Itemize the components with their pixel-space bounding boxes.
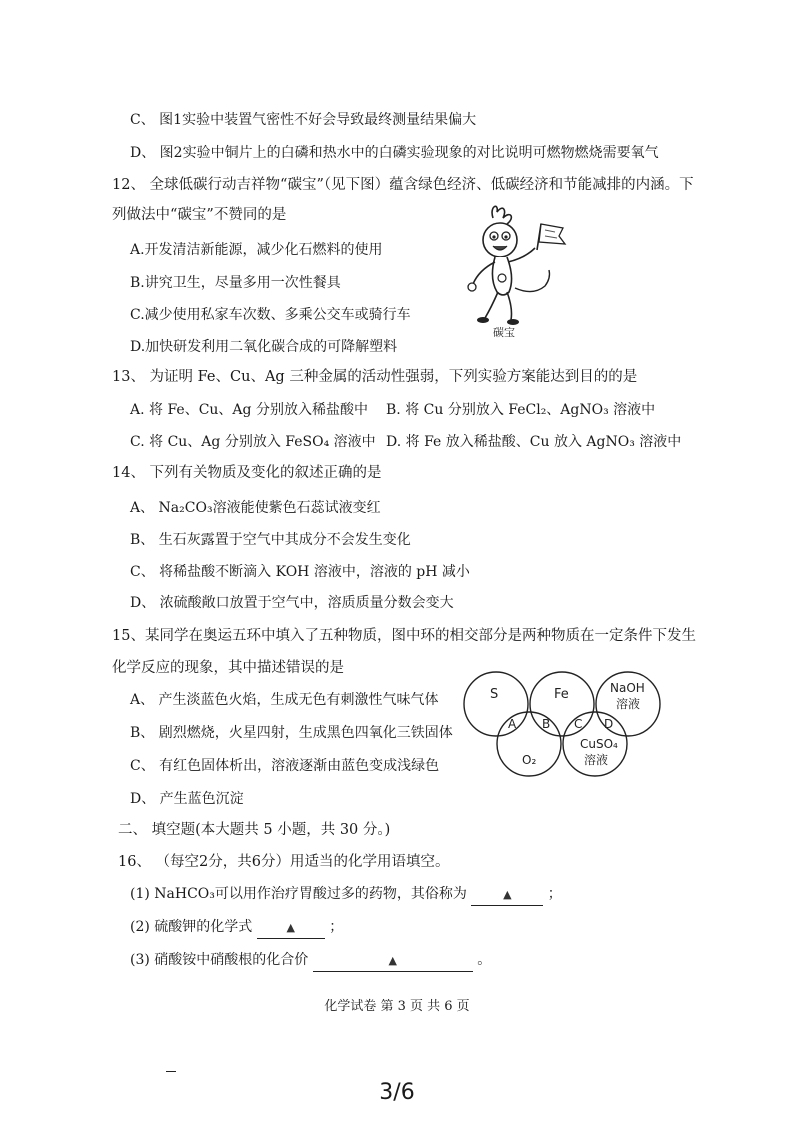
ring-label-naoh: NaOH xyxy=(610,681,645,695)
option-d-prev: D、 图2实验中铜片上的白磷和热水中的白磷实验现象的对比说明可燃物燃烧需要氧气 xyxy=(130,145,659,161)
q13-option-d: D. 将 Fe 放入稀盐酸、Cu 放入 AgNO₃ 溶液中 xyxy=(386,434,682,450)
q16-part-2-text: (2) 硫酸钾的化学式 xyxy=(130,919,253,935)
q16-part-3 xyxy=(130,950,491,972)
q12-option-d: D.加快研发利用二氧化碳合成的可降解塑料 xyxy=(130,339,398,355)
q14-option-d: D、 浓硫酸敞口放置于空气中，溶质质量分数会变大 xyxy=(130,595,454,611)
q15-option-d: D、 产生蓝色沉淀 xyxy=(130,791,244,807)
q15-option-a: A、 产生淡蓝色火焰，生成无色有刺激性气味气体 xyxy=(130,692,439,708)
ring-label-o2: O₂ xyxy=(522,753,537,767)
q16-stem: 16、 （每空2分，共6分）用适当的化学用语填空。 xyxy=(118,854,450,870)
section-2-title: 二、 填空题(本大题共 5 小题，共 30 分。) xyxy=(118,822,391,838)
q12-option-c: C.减少使用私家车次数、多乘公交车或骑行车 xyxy=(130,307,411,323)
q15-option-c: C、 有红色固体析出，溶液逐渐由蓝色变成浅绿色 xyxy=(130,758,440,774)
option-c-prev: C、 图1实验中装置气密性不好会导致最终测量结果偏大 xyxy=(130,112,477,128)
olympic-rings-diagram xyxy=(462,668,667,780)
q12-option-a: A.开发清洁新能源，减少化石燃料的使用 xyxy=(130,242,383,258)
ring-s xyxy=(464,672,528,736)
q13-option-a: A. 将 Fe、Cu、Ag 分别放入稀盐酸中 xyxy=(130,402,368,418)
q16-part-1 xyxy=(130,884,562,906)
blank-marker-icon: ▲ xyxy=(286,921,295,934)
ring-label-s: S xyxy=(490,687,499,702)
q16-part-1-end: ； xyxy=(547,886,562,902)
q14-option-a: A、 Na₂CO₃溶液能使紫色石蕊试液变红 xyxy=(130,500,381,516)
answer-blank-1[interactable] xyxy=(471,884,543,906)
q13-option-c: C. 将 Cu、Ag 分别放入 FeSO₄ 溶液中 xyxy=(130,434,376,450)
page-footer: 化学试卷 第 3 页 共 6 页 xyxy=(324,999,470,1014)
q16-part-2 xyxy=(130,917,343,939)
ring-label-naoh-solution: 溶液 xyxy=(616,697,641,711)
q16-part-1-text: (1) NaHCO₃可以用作治疗胃酸过多的药物，其俗称为 xyxy=(130,886,467,902)
q12-option-b: B.讲究卫生，尽量多用一次性餐具 xyxy=(130,275,341,291)
scan-mark xyxy=(166,1071,176,1072)
q16-part-3-text: (3) 硝酸铵中硝酸根的化合价 xyxy=(130,952,309,968)
mascot-label: 碳宝 xyxy=(493,326,515,339)
q13-stem: 13、 为证明 Fe、Cu、Ag 三种金属的活动性强弱，下列实验方案能达到目的的是 xyxy=(112,369,638,385)
q15-stem-line2: 化学反应的现象，其中描述错误的是 xyxy=(112,660,344,676)
q14-option-c: C、 将稀盐酸不断滴入 KOH 溶液中，溶液的 pH 减小 xyxy=(130,564,470,580)
ring-label-fe: Fe xyxy=(554,687,569,702)
intersection-b: B xyxy=(542,717,551,731)
blank-marker-icon: ▲ xyxy=(503,888,512,901)
q16-part-2-end: ； xyxy=(329,919,344,935)
answer-blank-2[interactable] xyxy=(257,917,325,939)
q12-stem-line2: 列做法中“碳宝”不赞同的是 xyxy=(112,207,287,223)
page-indicator: 3/6 xyxy=(379,1080,415,1105)
answer-blank-3[interactable] xyxy=(313,950,473,972)
ring-fe xyxy=(530,672,594,736)
intersection-c: C xyxy=(574,717,583,731)
q14-stem: 14、 下列有关物质及变化的叙述正确的是 xyxy=(112,465,382,481)
mascot-illustration xyxy=(455,200,570,340)
q16-part-3-end: 。 xyxy=(477,952,492,968)
intersection-d: D xyxy=(604,717,614,731)
q13-option-b: B. 将 Cu 分别放入 FeCl₂、AgNO₃ 溶液中 xyxy=(386,402,656,418)
blank-marker-icon: ▲ xyxy=(388,954,397,967)
ring-label-cuso4: CuSO₄ xyxy=(580,737,618,751)
q15-option-b: B、 剧烈燃烧，火星四射，生成黑色四氧化三铁固体 xyxy=(130,725,453,741)
q15-stem-line1: 15、某同学在奥运五环中填入了五种物质，图中环的相交部分是两种物质在一定条件下发生 xyxy=(112,628,696,644)
q12-stem-line1: 12、 全球低碳行动吉祥物“碳宝”（见下图）蕴含绿色经济、低碳经济和节能减排的内涵。下 xyxy=(112,177,694,193)
intersection-a: A xyxy=(508,717,517,731)
ring-label-cuso4-solution: 溶液 xyxy=(584,753,609,767)
q14-option-b: B、 生石灰露置于空气中其成分不会发生变化 xyxy=(130,532,411,548)
